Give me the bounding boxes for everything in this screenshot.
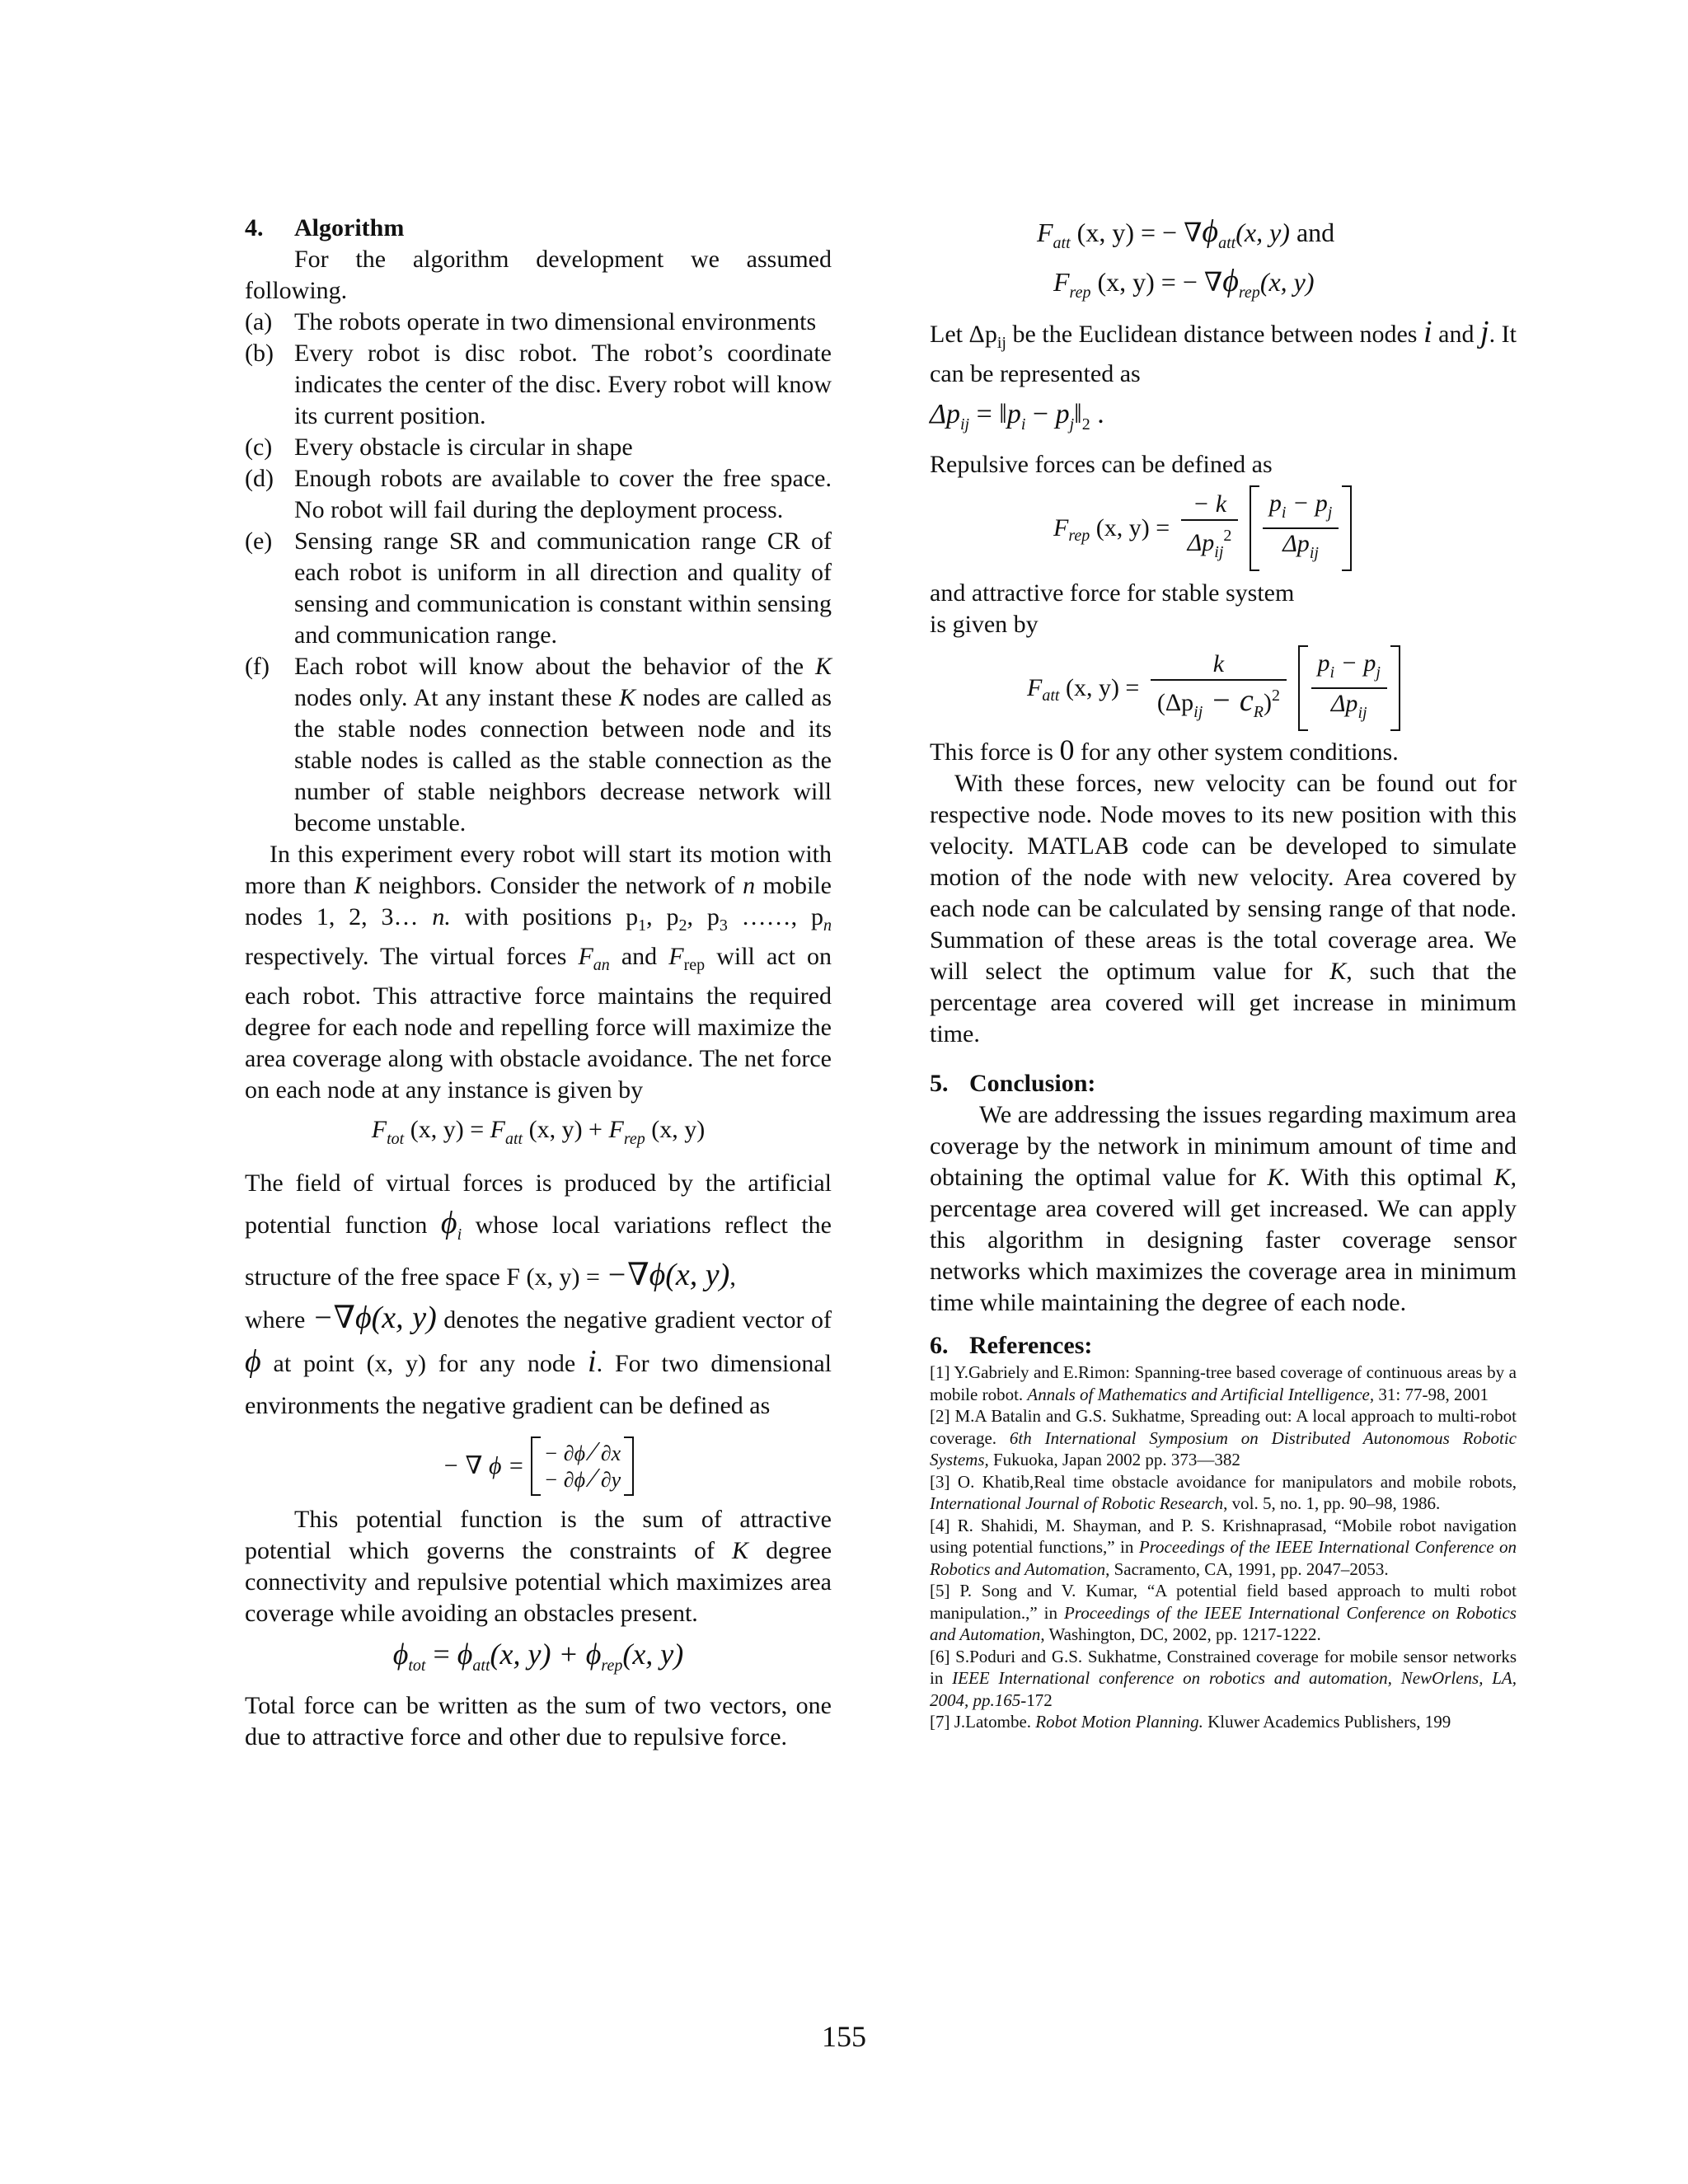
conclusion-paragraph: We are addressing the issues regarding maximum area coverage by the network in minimum amount of time and obtaining the optimal value for K. With this optimal K, percentage area covered will get increased. We can apply this algorithm in designing faster coverage sensor networks which maximizes the coverage area in minimum time while maintaining the degree of each node.: [930, 1101, 1517, 1316]
equation-attractive-definition: $F_{att}$ (x, y) = $\frac{k}{(\Delta p_{ij} - c_R)^2}$ $\frac{p_i - p_j}{\Delta p_{ij}}$: [930, 645, 1517, 731]
assumption-a: (a) The robots operate in two dimensional environments: [245, 308, 817, 335]
assumption-d: (d) Enough robots are available to cover the free space. No robot will fail during the deployment process.: [245, 465, 832, 523]
right-column: [930, 213, 1517, 1733]
page-number: 155: [822, 2020, 866, 2053]
potential-sum-paragraph: This potential function is the sum of attractive potential which governs the constraints of K degree connectivity and repulsive potential which maximizes area coverage while avoiding an obstacles present.: [245, 1506, 832, 1627]
equation-total-force: $F_{tot}$ (x, $y) = F_{att}$ (x, $y) + F_{rep}$ (x, y): [371, 1116, 706, 1148]
equation-total-potential: $\phi_{tot} = \phi_{att}(x$, $y) + \phi_{rep}(x$, y): [392, 1638, 684, 1675]
zero-force-sentence: This force is 0 for any other system conditions.: [930, 733, 1399, 766]
left-column: [245, 213, 832, 1753]
assumption-c: (c) Every obstacle is circular in shape: [245, 434, 633, 461]
reference-6: [6] S.Poduri and G.S. Sukhatme, Constrained coverage for mobile sensor networks in IEEE International conference on robotics and automation, NewOrlens, LA, 2004, pp.165-172: [930, 1646, 1517, 1710]
velocity-paragraph: With these forces, new velocity can be found out for respective node. Node moves to its new position with this velocity. MATLAB code can be developed to simulate motion of the node with new velocity. Area covered by each node can be calculated by sensing range of that node. Summation of these areas is the total coverage area. We will select the optimum value for K, such that the percentage area covered will get increase in minimum time.: [930, 770, 1517, 1047]
distance-paragraph: Let $\Delta p_{ij}$ be the Euclidean distance between nodes i and j. It can be represented as: [930, 315, 1517, 387]
references-list: [930, 1361, 1517, 1733]
assumption-e: (e) Sensing range SR and communication range CR of each robot is uniform in all direction and quality of sensing and communication is constant within sensing and communication range.: [245, 527, 832, 649]
algorithm-intro: For the algorithm development we assumed following.: [245, 246, 832, 304]
experiment-paragraph: In this experiment every robot will start its motion with more than K neighbors. Consider the network of n mobile nodes 1, 2, 3… n. with positions $p_1$, $p_2$, $p_3$ ……, $p_n$ respectively. The virtual forces $F_{an}$ and $F_{rep}$ will act on each robot. This attractive force maintains the required degree for each node and repelling force will maximize the area coverage along with obstacle avoidance. The net force on each node at any instance is given by: [245, 841, 832, 1104]
section-6-heading: 6. References:: [930, 1332, 1093, 1359]
reference-3: [3] O. Khatib,Real time obstacle avoidance for manipulators and mobile robots, International Journal of Robotic Research, vol. 5, no. 1, pp. 90–98, 1986.: [930, 1471, 1517, 1513]
equation-gradient-matrix: − ∇ ϕ = − ∂ϕ ⁄ ∂x − ∂ϕ ⁄ ∂y: [245, 1436, 832, 1496]
section-5-heading: 5. Conclusion:: [930, 1070, 1096, 1097]
reference-7: [7] J.Latombe. Robot Motion Planning. Kluwer Academics Publishers, 199: [930, 1712, 1451, 1732]
equation-repulsive-definition: $F_{rep}$ (x, y) = $\frac{- k}{\Delta p_{ij}^2}$ $\frac{p_i - p_j}{\Delta p_{ij}}$: [930, 485, 1517, 571]
assumption-f: (f) Each robot will know about the behavior of the K nodes only. At any instant these K nodes are called as the stable nodes connection between node and its stable nodes is called as the stable connection as the number of stable neighbors decrease network will become unstable.: [245, 653, 832, 837]
reference-2: [2] M.A Batalin and G.S. Sukhatme, Spreading out: A local approach to multi-robot coverage. 6th International Symposium on Distributed Autonomous Robotic Systems, Fukuoka, Japan 2002 pp. 373—382: [930, 1406, 1517, 1469]
equation-repulsive-force: $F_{rep}$ (x, y) = − $\nabla\phi_{rep}(x$, y): [1053, 264, 1315, 302]
section-4-heading: 4. Algorithm: [245, 214, 405, 241]
reference-4: [4] R. Shahidi, M. Shayman, and P. S. Krishnaprasad, “Mobile robot navigation using potential functions,” in Proceedings of the IEEE International Conference on Robotics and Automation, Sacramento, CA, 1991, pp. 2047–2053.: [930, 1515, 1517, 1579]
attractive-intro: and attractive force for stable system is given by: [930, 579, 1295, 638]
potential-field-paragraph: The field of virtual forces is produced by the artificial potential function $\phi_i$ whose local variations reflect the structure of the free space F (x, y) = −∇ϕ(x, y),: [245, 1169, 832, 1292]
repulsive-intro: Repulsive forces can be defined as: [930, 451, 1273, 478]
equation-distance: $\Delta p_{ij}$ = $‖p_i$ − $p_j‖_2$ .: [930, 399, 1104, 434]
gradient-paragraph: where −∇ϕ(x, y) denotes the negative gradient vector of ϕ at point (x, y) for any node i. For two dimensional environments the negative gradient can be defined as: [245, 1301, 832, 1419]
total-force-paragraph: Total force can be written as the sum of two vectors, one due to attractive force and other due to repulsive force.: [245, 1692, 832, 1750]
reference-5: [5] P. Song and V. Kumar, “A potential field based approach to multi robot manipulation.,” in Proceedings of the IEEE International Conference on Robotics and Automation, Washington, DC, 2002, pp. 1217-1222.: [930, 1581, 1517, 1644]
reference-1: [1] Y.Gabriely and E.Rimon: Spanning-tree based coverage of continuous areas by a mobile robot. Annals of Mathematics and Artificial Intelligence, 31: 77-98, 2001: [930, 1362, 1517, 1404]
assumption-b: (b) Every robot is disc robot. The robot’s coordinate indicates the center of the disc. Every robot will know its current position.: [245, 340, 832, 429]
equation-attractive-force: $F_{att}$ (x, y) = − $\nabla\phi_{att}(x$, y) and: [1037, 214, 1335, 252]
